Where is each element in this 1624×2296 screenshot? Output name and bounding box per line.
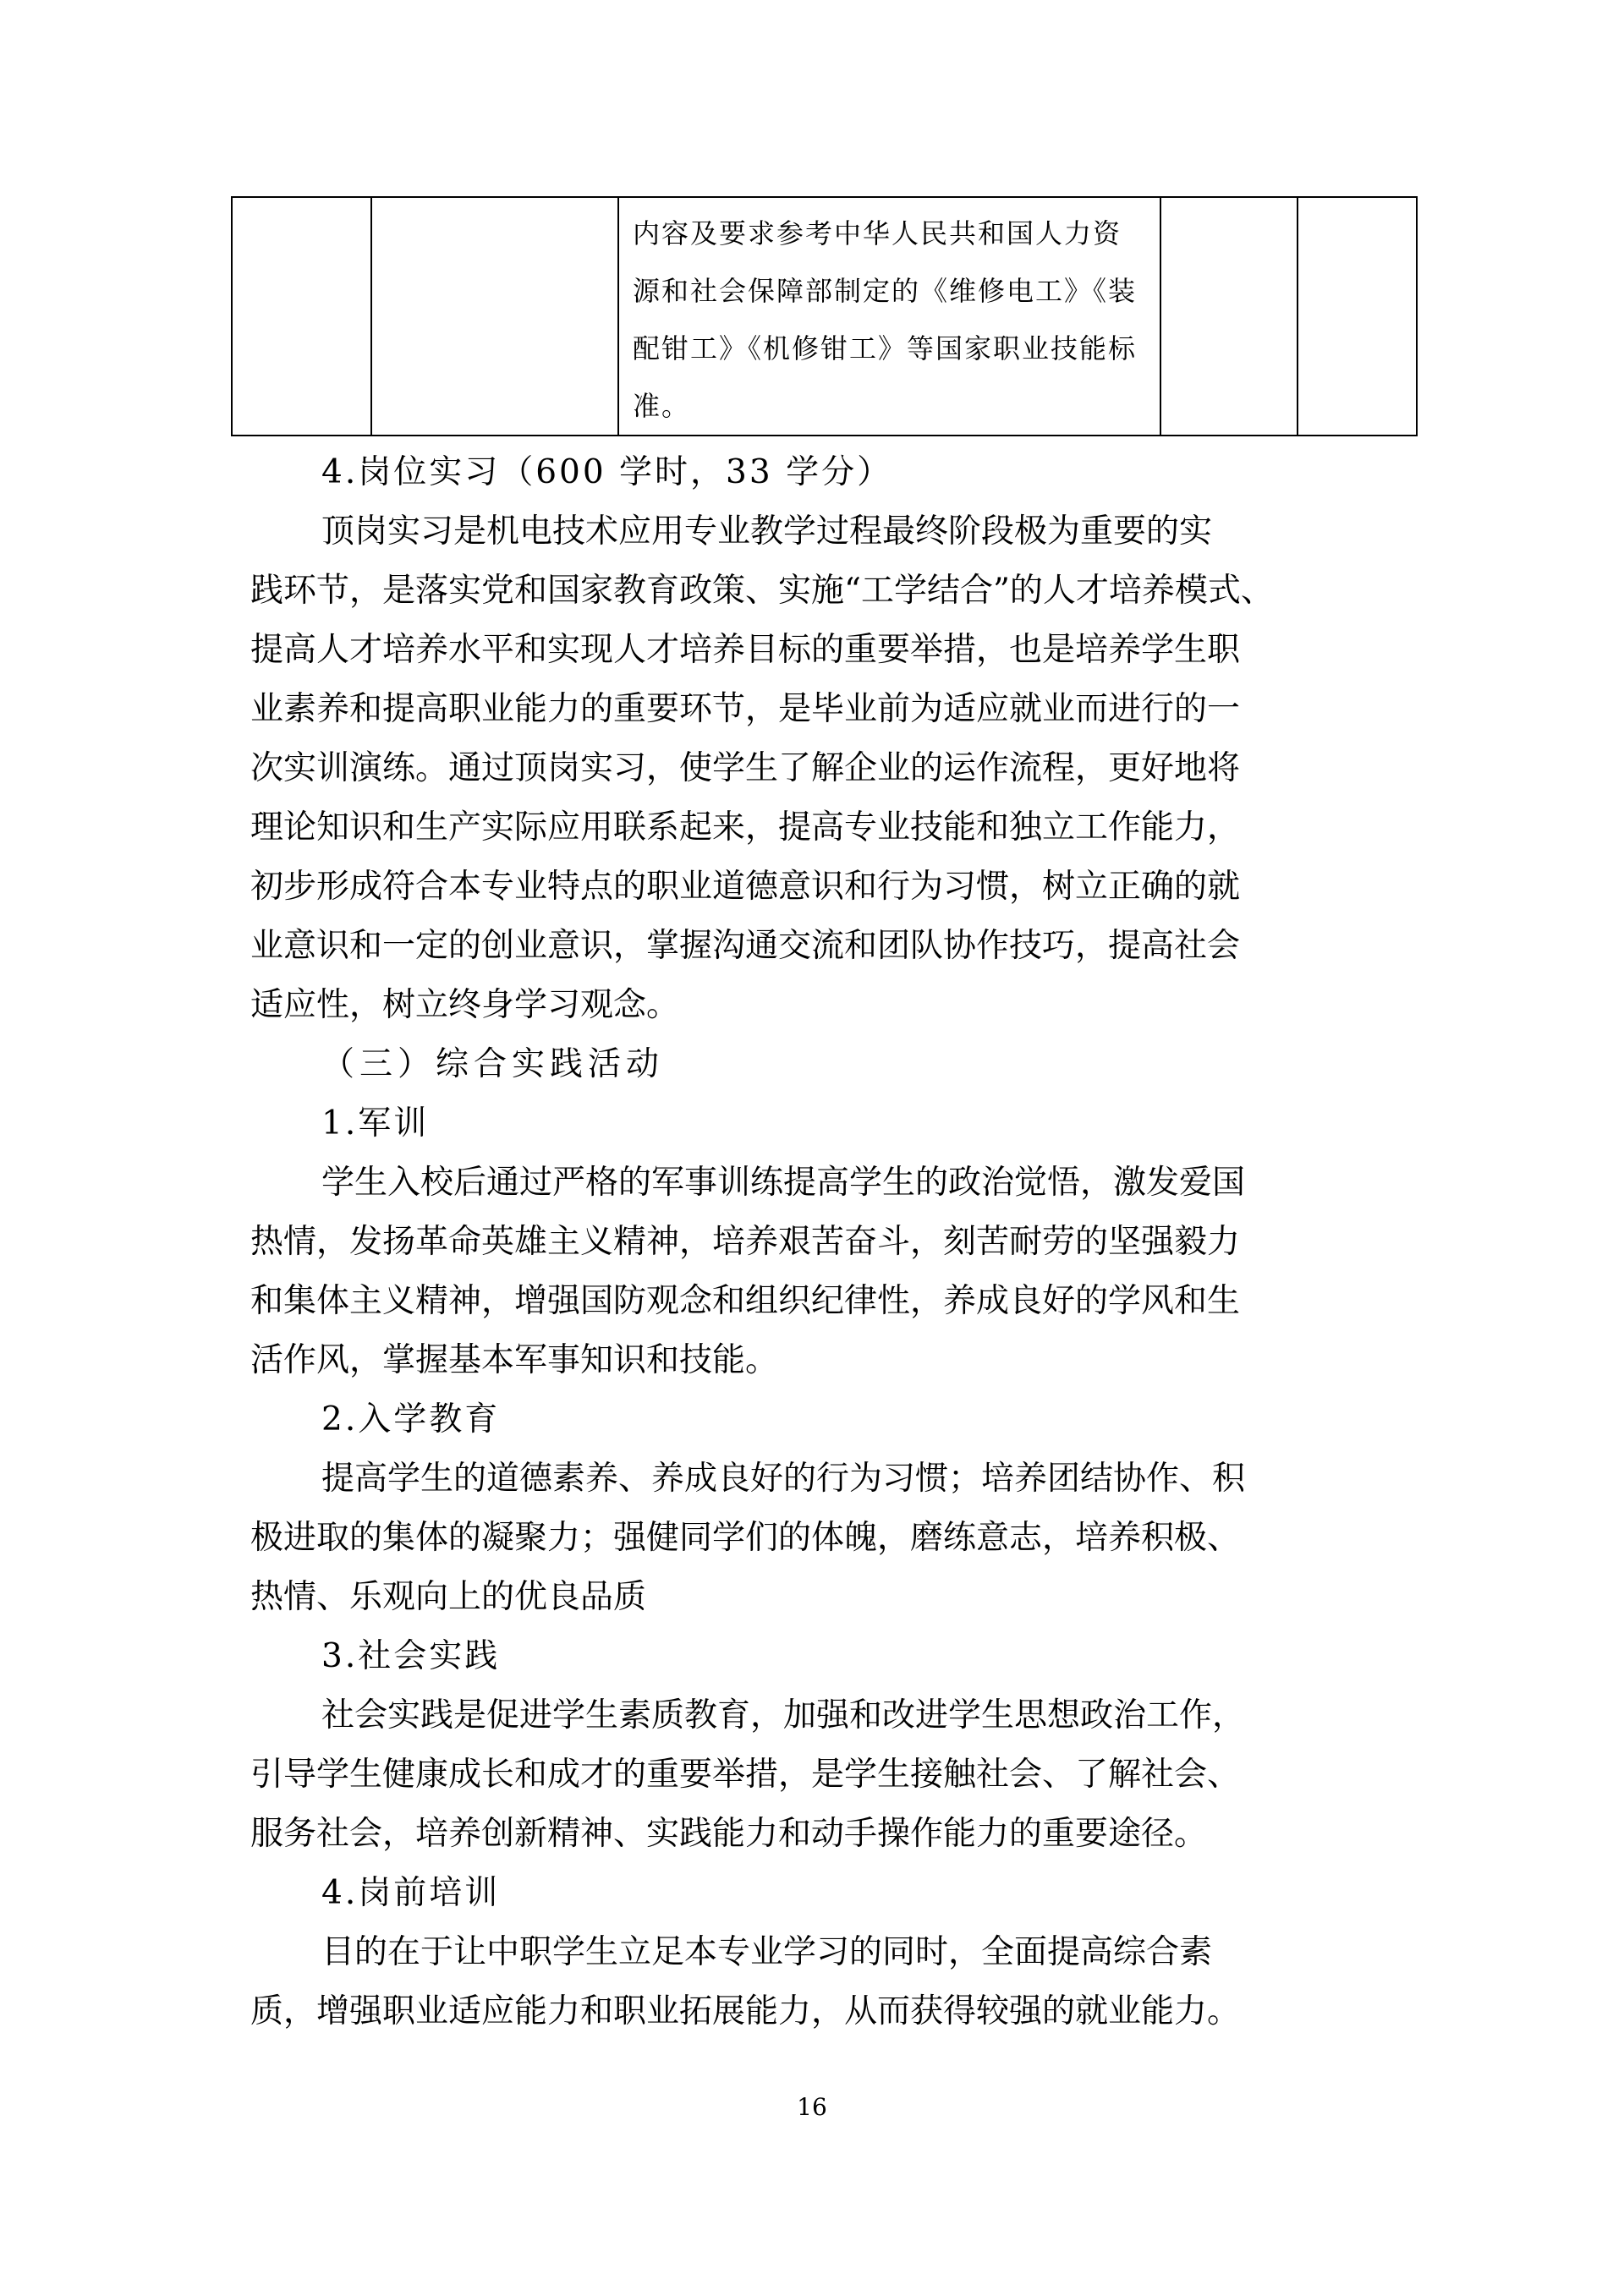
practice-activities-heading: （三）综合实践活动	[321, 1045, 665, 1083]
table-cell-line: 源和社会保障部制定的《维修电工》《装	[633, 275, 1138, 307]
internship-heading: 4.岗位实习（600 学时，33 学分）	[321, 453, 893, 491]
pre-job-training-heading: 4.岗前培训	[321, 1874, 501, 1912]
paragraph-line: 极进取的集体的凝聚力；强健同学们的体魄，磨练意志，培养积极、	[250, 1519, 1241, 1557]
social-practice-heading: 3.社会实践	[321, 1637, 501, 1675]
paragraph-line: 热情，发扬革命英雄主义精神，培养艰苦奋斗，刻苦耐劳的坚强毅力	[250, 1223, 1241, 1261]
paragraph-line: 提高人才培养水平和实现人才培养目标的重要举措，也是培养学生职	[250, 631, 1241, 669]
paragraph-line: 和集体主义精神，增强国防观念和组织纪律性，养成良好的学风和生	[250, 1282, 1241, 1320]
paragraph-line: 学生入校后通过严格的军事训练提高学生的政治觉悟，激发爱国	[321, 1164, 1246, 1202]
paragraph-line: 次实训演练。通过顶岗实习，使学生了解企业的运作流程，更好地将	[250, 749, 1241, 787]
paragraph-line: 目的在于让中职学生立足本专业学习的同时，全面提高综合素	[321, 1933, 1213, 1971]
military-training-heading: 1.军训	[321, 1104, 430, 1143]
table-cell-line: 内容及要求参考中华人民共和国人力资	[633, 217, 1122, 249]
page-number: 16	[797, 2093, 827, 2121]
table-cell-text	[619, 198, 1160, 435]
paragraph-line: 提高学生的道德素养、养成良好的行为习惯；培养团结协作、积	[321, 1460, 1246, 1498]
enrollment-education-heading: 2.入学教育	[321, 1400, 501, 1438]
paragraph-line: 服务社会，培养创新精神、实践能力和动手操作能力的重要途径。	[250, 1815, 1208, 1853]
enrollment-education-paragraph	[250, 1449, 1384, 1627]
table-cell-line: 配钳工》《机修钳工》等国家职业技能标	[633, 332, 1138, 364]
table-cell-empty	[1160, 197, 1298, 436]
paragraph-line: 活作风，掌握基本军事知识和技能。	[250, 1341, 779, 1379]
body-text	[250, 443, 1384, 2041]
paragraph-line: 顶岗实习是机电技术应用专业教学过程最终阶段极为重要的实	[321, 512, 1213, 551]
table-row	[232, 197, 1417, 436]
paragraph-line: 践环节，是落实党和国家教育政策、实施“工学结合”的人才培养模式、	[250, 572, 1274, 610]
table-cell-empty	[232, 197, 371, 436]
table-cell-empty	[371, 197, 618, 436]
internship-paragraph	[250, 502, 1384, 1035]
requirements-table-continuation	[231, 196, 1418, 436]
military-training-paragraph	[250, 1153, 1384, 1390]
table-cell-line: 准。	[633, 390, 691, 422]
social-practice-paragraph	[250, 1686, 1384, 1864]
paragraph-line: 适应性，树立终身学习观念。	[250, 986, 680, 1024]
paragraph-line: 初步形成符合本专业特点的职业道德意识和行为习惯，树立正确的就	[250, 868, 1241, 906]
pre-job-training-paragraph	[250, 1923, 1384, 2041]
paragraph-line: 理论知识和生产实际应用联系起来，提高专业技能和独立工作能力，	[250, 808, 1241, 847]
paragraph-line: 热情、乐观向上的优良品质	[250, 1578, 647, 1616]
paragraph-line: 质，增强职业适应能力和职业拓展能力，从而获得较强的就业能力。	[250, 1992, 1241, 2030]
table-cell-content	[618, 197, 1160, 436]
paragraph-line: 引导学生健康成长和成才的重要举措，是学生接触社会、了解社会、	[250, 1756, 1241, 1794]
paragraph-line: 业素养和提高职业能力的重要环节，是毕业前为适应就业而进行的一	[250, 690, 1241, 728]
paragraph-line: 社会实践是促进学生素质教育，加强和改进学生思想政治工作，	[321, 1696, 1246, 1734]
table-cell-empty	[1298, 197, 1417, 436]
paragraph-line: 业意识和一定的创业意识，掌握沟通交流和团队协作技巧，提高社会	[250, 927, 1241, 965]
